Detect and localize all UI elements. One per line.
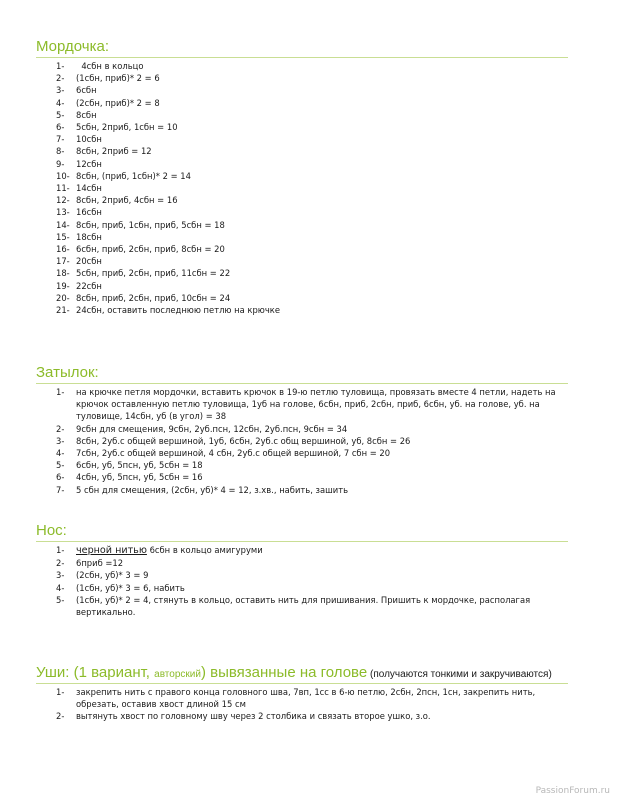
row-number: 21- — [56, 305, 70, 316]
list-item — [36, 710, 556, 722]
muzzle-rows — [36, 60, 556, 316]
row-text: на крючке петля мордочки, вставить крючок в 19-ю петлю туловища, провязать вместе 4 петли, надеть на крючок оставленную петлю туловища, 1уб на голове, 6сбн, приб, 2сбн, приб, 6сбн, уб. на голове, уб. на туловище, 14сбн, уб (в угол) = 38 — [76, 387, 559, 422]
row-text: 12сбн — [76, 158, 102, 169]
row-number: 14- — [56, 219, 70, 230]
list-item — [36, 386, 559, 423]
section-heading: Нос: — [36, 522, 67, 539]
row-text: (2сбн, приб)* 2 = 8 — [76, 97, 160, 108]
row-text: 8сбн, 2уб.с общей вершиной, 1уб, 6сбн, 2уб.с общ вершиной, уб, 8сбн = 26 — [76, 435, 411, 446]
list-item — [36, 194, 556, 206]
row-text: 6сбн — [76, 85, 97, 96]
list-item — [36, 280, 556, 292]
list-item — [36, 423, 556, 435]
row-number: 6- — [56, 122, 65, 133]
list-item — [36, 231, 556, 243]
section-heading: Затылок: — [36, 364, 99, 381]
row-number: 19- — [56, 280, 70, 291]
row-text: 8сбн, 2приб = 12 — [76, 146, 152, 157]
row-number: 8- — [56, 146, 65, 157]
row-number: 3- — [56, 85, 65, 96]
list-item — [36, 97, 556, 109]
list-item — [36, 133, 556, 145]
row-number: 17- — [56, 256, 70, 267]
row-text: (1сбн, уб)* 3 = 6, набить — [76, 582, 185, 593]
list-item — [36, 60, 556, 72]
row-number: 6- — [56, 472, 65, 483]
row-number: 2- — [56, 423, 65, 434]
list-item — [36, 594, 556, 618]
nape-rows — [36, 386, 559, 496]
row-text: 9сбн для смещения, 9сбн, 2уб.псн, 12сбн, 2уб.псн, 9сбн = 34 — [76, 423, 348, 434]
list-item — [36, 435, 556, 447]
heading-divider — [36, 683, 568, 684]
list-item — [36, 206, 556, 218]
row-text: 5сбн, 2приб, 1сбн = 10 — [76, 122, 178, 133]
section-ears — [36, 664, 556, 723]
list-item — [36, 145, 556, 157]
row-text: 20сбн — [76, 256, 102, 267]
row-number: 5- — [56, 594, 65, 605]
list-item — [36, 267, 556, 279]
list-item — [36, 569, 556, 581]
underlined-phrase: черной нитью — [76, 545, 147, 556]
list-item — [36, 109, 556, 121]
row-text: (2сбн, уб)* 3 = 9 — [76, 570, 149, 581]
ears-heading-tail: ) вывязанные на голове — [200, 664, 368, 681]
row-number: 4- — [56, 97, 65, 108]
section-nape — [36, 364, 559, 496]
list-item — [36, 170, 556, 182]
section-nose — [36, 522, 556, 618]
heading-divider — [36, 57, 568, 58]
list-item — [36, 686, 556, 710]
row-text: закрепить нить с правого конца головного шва, 7вп, 1сс в 6-ю петлю, 2сбн, 2псн, 1сн, закрепить нить, обрезать, оставив хвост длиной 15 см — [76, 687, 538, 710]
row-text: 8сбн — [76, 109, 97, 120]
row-number: 3- — [56, 435, 65, 446]
row-number: 11- — [56, 183, 70, 194]
row-number: 1- — [56, 545, 65, 555]
row-text: 6приб =12 — [76, 558, 124, 569]
row-number: 1- — [56, 687, 65, 697]
ears-heading-main: Уши: (1 вариант, — [36, 664, 155, 681]
row-number: 20- — [56, 292, 70, 303]
list-item — [36, 471, 556, 483]
list-item — [36, 158, 556, 170]
heading-divider — [36, 383, 568, 384]
list-item — [36, 292, 556, 304]
list-item — [36, 219, 556, 231]
row-number: 10- — [56, 170, 70, 181]
section-muzzle — [36, 38, 556, 316]
row-text: 10сбн — [76, 134, 102, 145]
row-text: 5сбн, приб, 2сбн, приб, 11сбн = 22 — [76, 268, 231, 279]
list-item — [36, 557, 556, 569]
nose-rows — [36, 544, 556, 618]
watermark: PassionForum.ru — [535, 786, 610, 796]
ears-rows — [36, 686, 556, 723]
row-number: 1- — [56, 61, 65, 71]
row-number: 9- — [56, 158, 65, 169]
row-number: 5- — [56, 460, 65, 471]
row-text: 6сбн, уб, 5псн, уб, 5сбн = 18 — [76, 460, 203, 471]
row-text: 22сбн — [76, 280, 102, 291]
section-heading: Мордочка: — [36, 38, 109, 55]
row-number: 4- — [56, 448, 65, 459]
row-text — [76, 544, 556, 557]
row-text: 6сбн, приб, 2сбн, приб, 8сбн = 20 — [76, 244, 225, 255]
row-number: 13- — [56, 207, 70, 218]
row-text: (1сбн, уб)* 2 = 4, стянуть в кольцо, оставить нить для пришивания. Пришить к мордочке, располагая вертикально. — [76, 594, 533, 618]
list-item — [36, 459, 556, 471]
row-number: 4- — [56, 582, 65, 593]
heading-divider — [36, 541, 568, 542]
row-number: 2- — [56, 558, 65, 569]
row-number: 1- — [56, 387, 65, 397]
row-number: 12- — [56, 195, 70, 206]
row-number: 15- — [56, 231, 70, 242]
row-number: 7- — [56, 134, 65, 145]
row-text: 7сбн, 2уб.с общей вершиной, 4 сбн, 2уб.с общей вершиной, 7 сбн = 20 — [76, 448, 391, 459]
row-text: 5 сбн для смещения, (2сбн, уб)* 4 = 12, з.хв., набить, зашить — [76, 484, 349, 495]
list-item — [36, 484, 556, 496]
row-number: 2- — [56, 73, 65, 84]
row-number: 16- — [56, 244, 70, 255]
row-text: 8сбн, (приб, 1сбн)* 2 = 14 — [76, 170, 191, 181]
row-text: 8сбн, 2приб, 4сбн = 16 — [76, 195, 178, 206]
row-text: вытянуть хвост по головному шву через 2 столбика и связать второе ушко, з.о. — [76, 711, 431, 722]
list-item — [36, 243, 556, 255]
row-number: 7- — [56, 484, 65, 495]
row-text: 4сбн, уб, 5псн, уб, 5сбн = 16 — [76, 472, 203, 483]
list-item — [36, 304, 556, 316]
row-number: 5- — [56, 109, 65, 120]
row-text: 14сбн — [76, 183, 102, 194]
row-text: 18сбн — [76, 231, 102, 242]
list-item — [36, 72, 556, 84]
list-item — [36, 544, 556, 557]
row-number: 2- — [56, 711, 65, 722]
list-item — [36, 84, 556, 96]
row-text-rest: 6сбн в кольцо амигуруми — [146, 545, 263, 555]
list-item — [36, 582, 556, 594]
row-text: 16сбн — [76, 207, 102, 218]
ears-heading-note: (получаются тонкими и закручиваются) — [367, 669, 552, 680]
row-text: 24сбн, оставить последнюю петлю на крючке — [76, 305, 280, 316]
row-text: 8сбн, приб, 1сбн, приб, 5сбн = 18 — [76, 219, 225, 230]
list-item — [36, 121, 556, 133]
row-number: 3- — [56, 570, 65, 581]
row-text: 8сбн, приб, 2сбн, приб, 10сбн = 24 — [76, 292, 231, 303]
row-text: 4сбн в кольцо — [76, 61, 144, 71]
ears-heading-author: авторский — [154, 669, 201, 680]
section-heading — [36, 664, 556, 682]
row-text: (1сбн, приб)* 2 = 6 — [76, 73, 160, 84]
list-item — [36, 447, 556, 459]
row-number: 18- — [56, 268, 70, 279]
list-item — [36, 255, 556, 267]
list-item — [36, 182, 556, 194]
